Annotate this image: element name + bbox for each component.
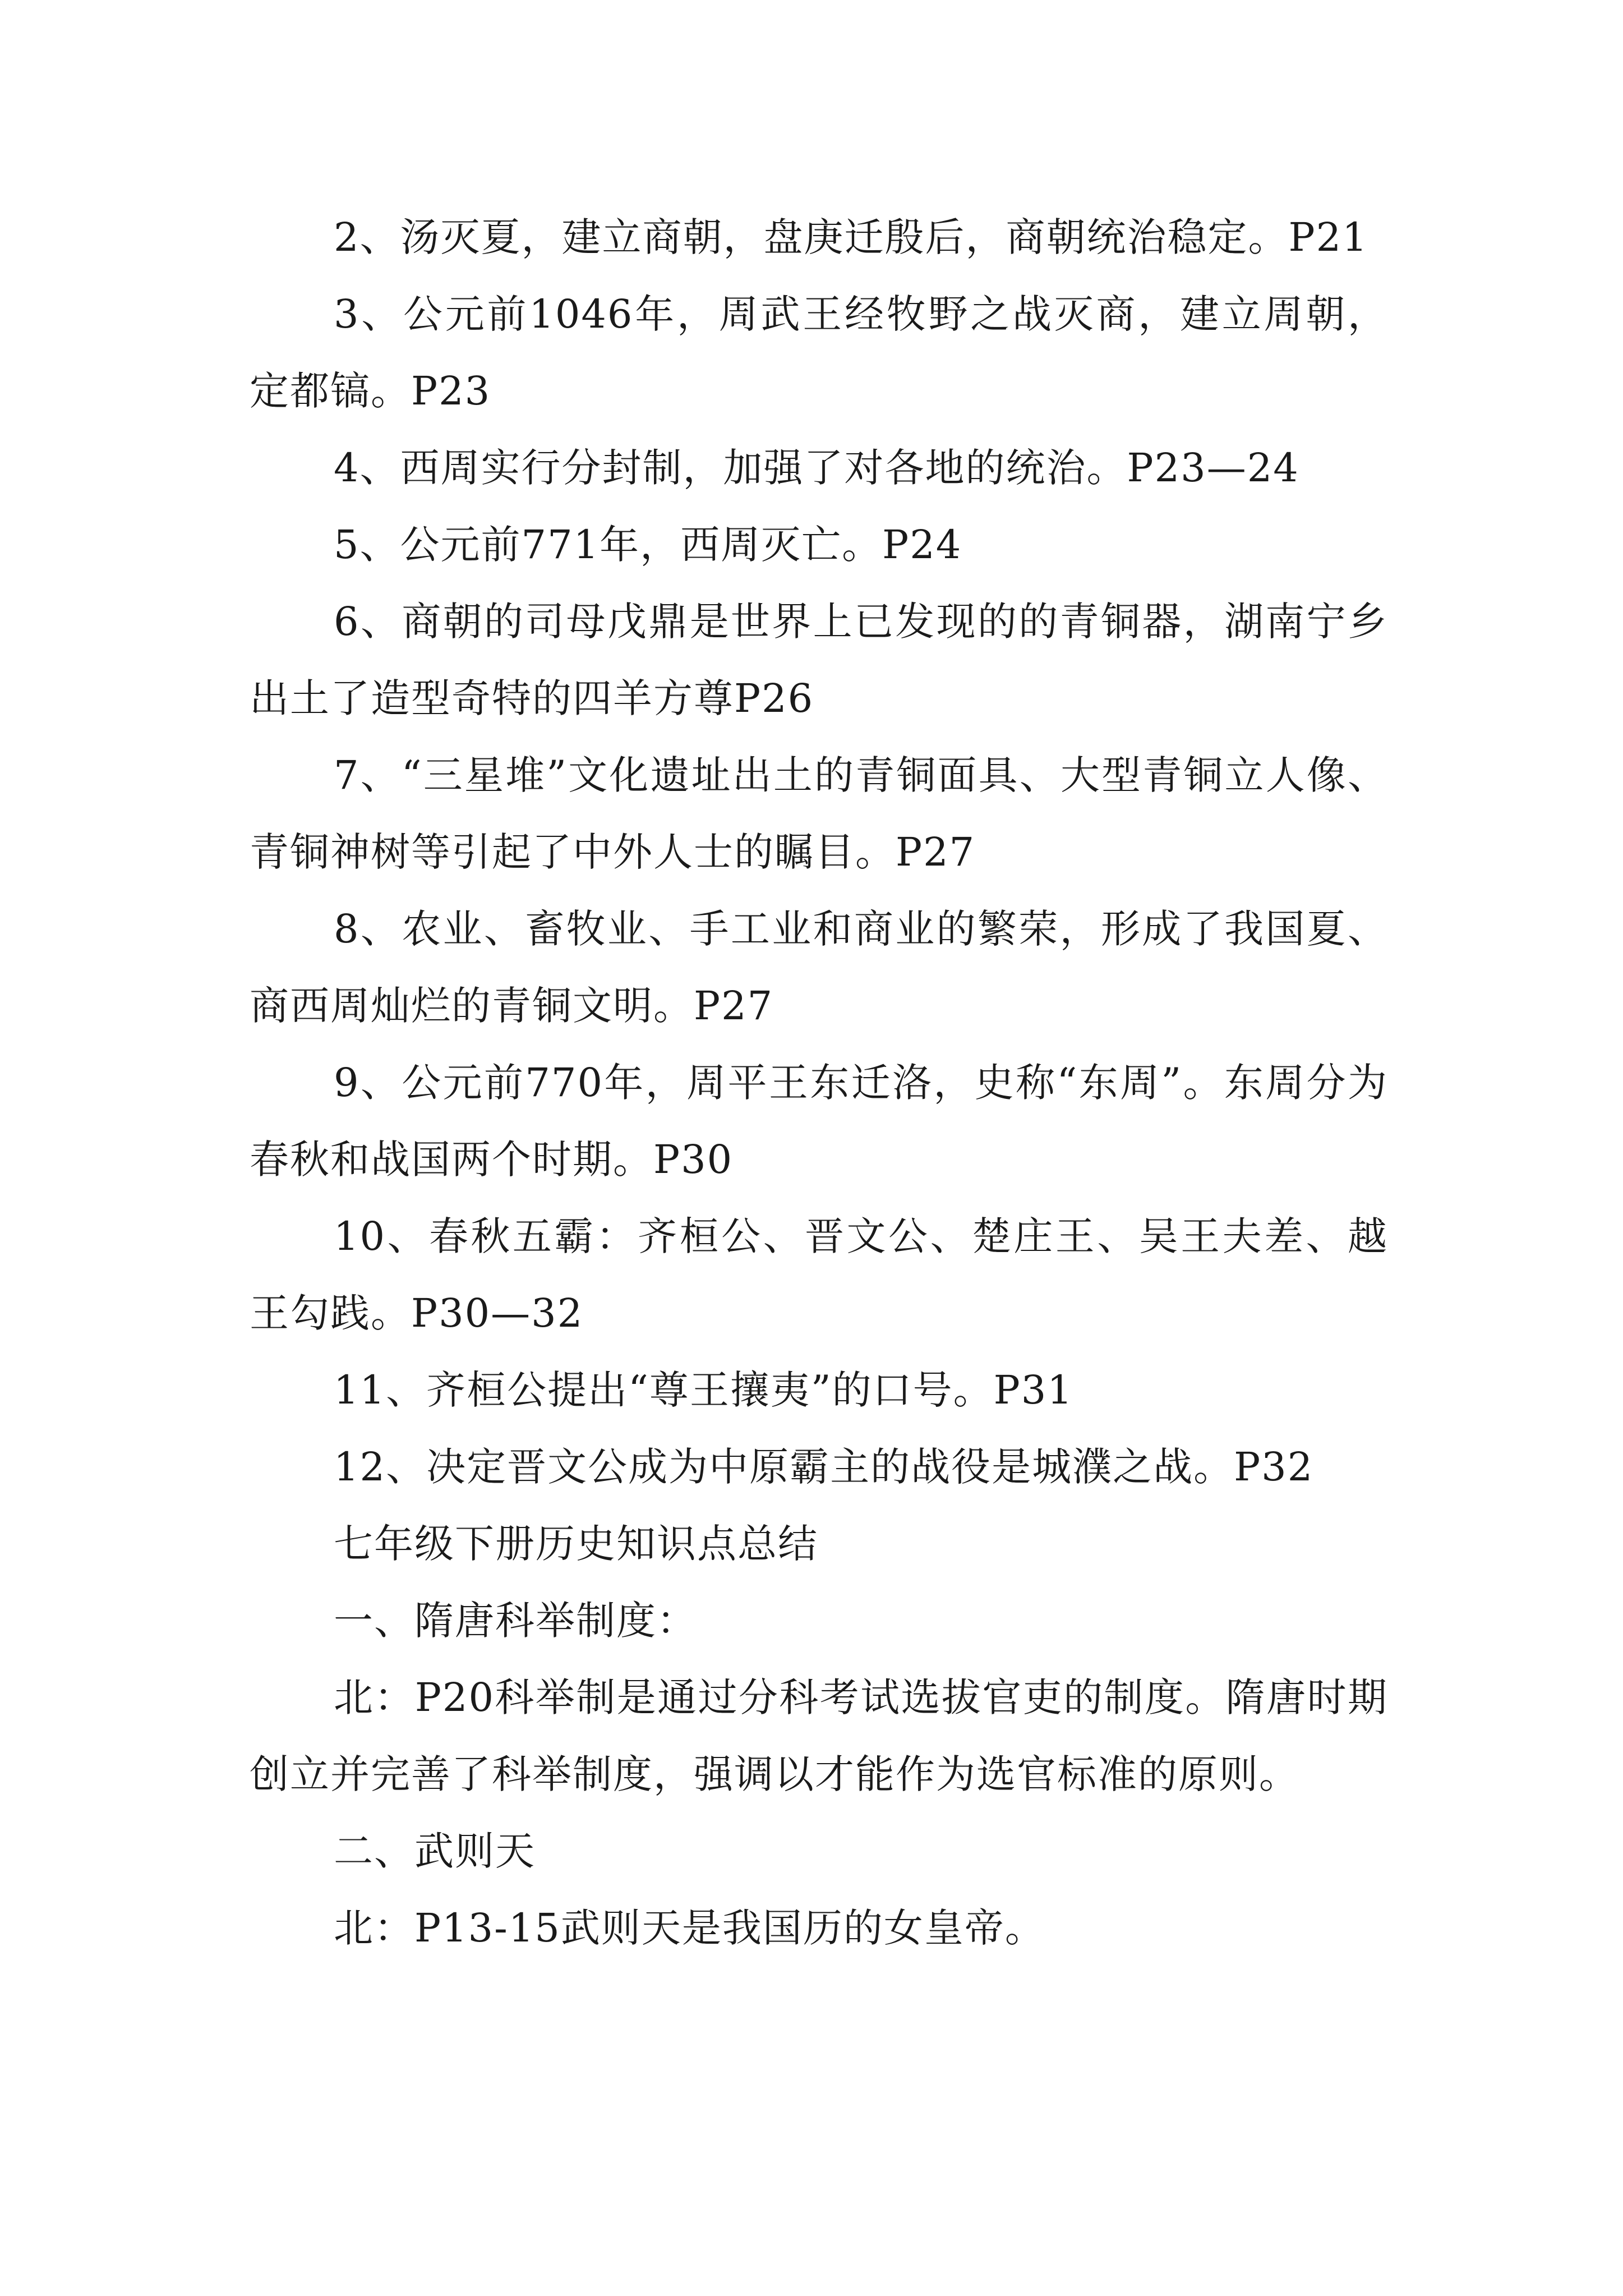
paragraph: 9、公元前770年，周平王东迁洛，史称“东周”。东周分为春秋和战国两个时期。P30	[250, 1060, 1388, 1182]
paragraph: 11、齐桓公提出“尊王攘夷”的口号。P31	[334, 1367, 1073, 1413]
paragraph: 3、公元前1046年，周武王经牧野之战灭商，建立周朝，定都镐。P23	[250, 291, 1388, 414]
paragraph: 北：P20科举制是通过分科考试选拔官吏的制度。隋唐时期创立并完善了科举制度，强调以才能作为选官标准的原则。	[250, 1674, 1388, 1797]
paragraph: 5、公元前771年，西周灭亡。P24	[334, 522, 962, 568]
document-body	[250, 199, 1388, 1967]
paragraph: 8、农业、畜牧业、手工业和商业的繁荣，形成了我国夏、商西周灿烂的青铜文明。P27	[250, 906, 1388, 1029]
paragraph: 2、汤灭夏，建立商朝，盘庚迁殷后，商朝统治稳定。P21	[334, 214, 1368, 260]
paragraph: 10、春秋五霸：齐桓公、晋文公、楚庄王、吴王夫差、越王勾践。P30—32	[250, 1213, 1388, 1336]
paragraph: 4、西周实行分封制，加强了对各地的统治。P23—24	[334, 445, 1299, 491]
subsection-heading: 二、武则天	[334, 1828, 536, 1874]
paragraph: 12、决定晋文公成为中原霸主的战役是城濮之战。P32	[334, 1444, 1314, 1490]
paragraph: 北：P13-15武则天是我国历的女皇帝。	[334, 1905, 1045, 1951]
paragraph: 6、商朝的司母戊鼎是世界上已发现的的青铜器，湖南宁乡出土了造型奇特的四羊方尊P26	[250, 599, 1388, 721]
subsection-heading: 一、隋唐科举制度：	[334, 1598, 697, 1644]
section-heading: 七年级下册历史知识点总结	[334, 1521, 818, 1567]
paragraph: 7、“三星堆”文化遗址出土的青铜面具、大型青铜立人像、青铜神树等引起了中外人士的瞩目。P27	[250, 752, 1388, 875]
